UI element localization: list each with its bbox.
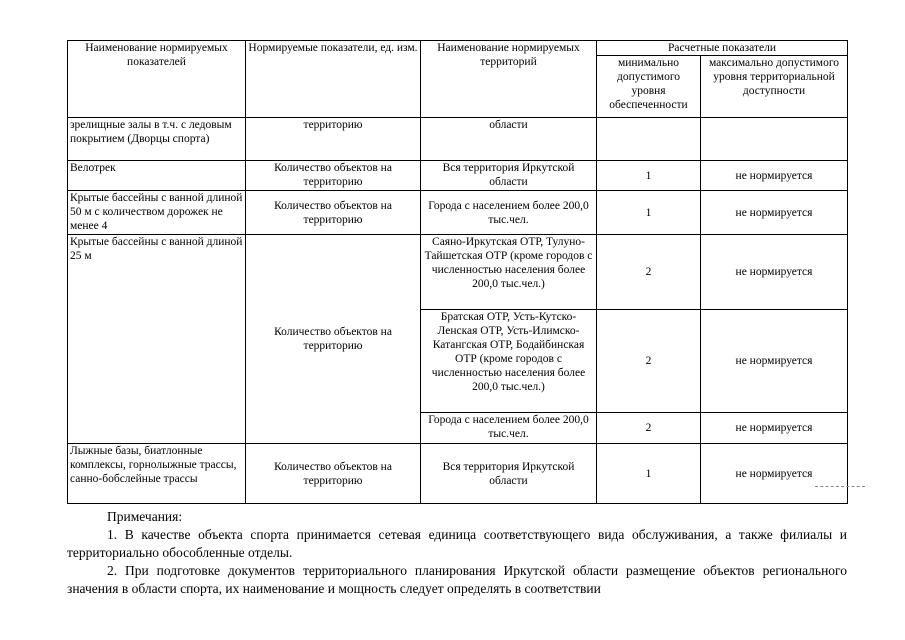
table-row: Братская ОТР, Усть-Кутско-Ленская ОТР, Усть-Илимско-Катангская ОТР, Бодайбинская ОТР (кроме городов с численностью населения более 200,0 тыс.чел.) 2 не нормируется [68,310,848,413]
dashed-line [815,486,865,487]
note-2: 2. При подготовке документов территориального планирования Иркутской области размещение объектов регионального значения в области спорта, их наименование и мощность следует определять в соответствии [67,563,847,596]
table-row: Крытые бассейны с ванной длиной 50 м с количеством дорожек не менее 4 Количество объектов на территорию Города с населением более 200,0 тыс.чел. 1 не нормируется [68,191,848,235]
header-name: Наименование нормируемых показателей [68,41,246,118]
header-group: Расчетные показатели [597,41,848,56]
header-territory: Наименование нормируемых территорий [421,41,597,118]
table-row: зрелищные залы в т.ч. с ледовым покрытием (Дворцы спорта) территорию области [68,118,848,161]
note-1: 1. В качестве объекта спорта принимается сетевая единица соответствующего вида обслуживания, а также филиалы и территориально обособленные отделы. [67,527,847,560]
header-min-level: минимально допустимого уровня обеспеченности [597,56,701,118]
table-row: Велотрек Количество объектов на территорию Вся территория Иркутской области 1 не нормируется [68,161,848,191]
header-indicator: Нормируемые показатели, ед. изм. [246,41,421,118]
header-max-level: максимально допустимого уровня территориальной доступности [701,56,848,118]
table-row: Лыжные базы, биатлонные комплексы, горнолыжные трассы, санно-бобслейные трассы Количество объектов на территорию Вся территория Иркутской области 1 не нормируется [68,444,848,504]
notes-section [67,508,847,598]
notes-title: Примечания: [107,509,183,524]
table-row: Города с населением более 200,0 тыс.чел. 2 не нормируется [68,413,848,444]
norms-table [67,40,848,504]
table-row: Крытые бассейны с ванной длиной 25 м Количество объектов на территорию Саяно-Иркутская ОТР, Тулуно-Тайшетская ОТР (кроме городов с численностью населения более 200,0 тыс.чел.) 2 не нормируется [68,235,848,310]
